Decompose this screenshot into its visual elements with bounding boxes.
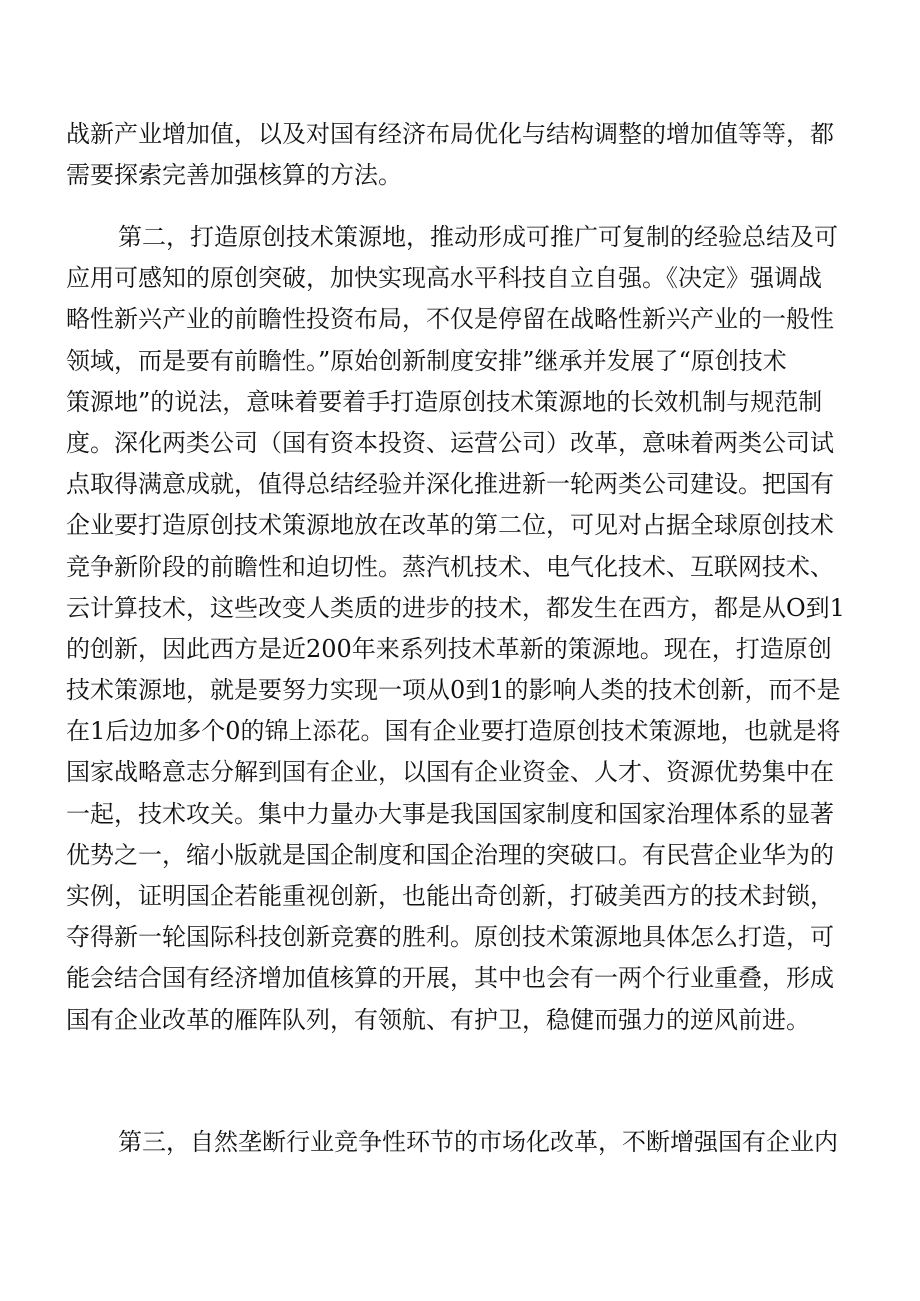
text-line: 优势之一，缩小版就是国企制度和国企治理的突破口。有民营企业华为的	[66, 840, 834, 869]
paragraph-3	[66, 1122, 858, 1163]
text-line: 国家战略意志分解到国有企业，以国有企业资金、人才、资源优势集中在	[66, 758, 834, 787]
text-line: 技术策源地，就是要努力实现一项从0到1的影响人类的技术创新，而不是	[66, 676, 841, 705]
text-line: 策源地”的说法，意味着要着手打造原创技术策源地的长效机制与规范制	[66, 387, 823, 416]
paragraph-1	[66, 114, 858, 196]
text-line: 实例，证明国企若能重视创新，也能出奇创新，打破美西方的技术封锁，	[66, 882, 834, 910]
paragraph-2	[66, 217, 858, 1041]
text-line: 第二，打造原创技术策源地，推动形成可推广可复制的经验总结及可	[118, 223, 838, 251]
text-line: 第三，自然垄断行业竞争性环节的市场化改革，不断增强国有企业内	[118, 1128, 838, 1156]
text-line: 略性新兴产业的前瞻性投资布局，不仅是停留在战略性新兴产业的一般性	[66, 305, 834, 334]
text-line: 一起，技术攻关。集中力量办大事是我国国家制度和国家治理体系的显著	[66, 799, 834, 828]
text-line: 战新产业增加值，以及对国有经济布局优化与结构调整的增加值等等，都	[66, 120, 834, 148]
text-line: 的创新，因此西方是近200年来系列技术革新的策源地。现在，打造原创	[66, 634, 832, 663]
text-line: 国有企业改革的雁阵队列，有领航、有护卫，稳健而强力的逆风前进。	[66, 1005, 810, 1034]
text-line: 应用可感知的原创突破，加快实现高水平科技自立自强。《决定》强调战	[66, 264, 822, 293]
text-line: 能会结合国有经济增加值核算的开展，其中也会有一两个行业重叠，形成	[66, 964, 834, 993]
text-line: 点取得满意成就，值得总结经验并深化推进新一轮两类公司建设。把国有	[66, 470, 834, 499]
text-line: 需要探索完善加强核算的方法。	[66, 161, 402, 190]
text-line: 夺得新一轮国际科技创新竞赛的胜利。原创技术策源地具体怎么打造，可	[66, 923, 834, 952]
text-line: 企业要打造原创技术策源地放在改革的第二位，可见对占据全球原创技术	[66, 511, 834, 540]
text-line: 云计算技术，这些改变人类质的进步的技术，都发生在西方，都是从O到1	[66, 593, 845, 622]
text-line: 在1后边加多个0的锦上添花。国有企业要打造原创技术策源地，也就是将	[66, 717, 841, 746]
text-line: 竞争新阶段的前瞻性和迫切性。蒸汽机技术、电气化技术、互联网技术、	[66, 552, 834, 581]
text-line: 度。深化两类公司（国有资本投资、运营公司）改革，意味着两类公司试	[66, 428, 834, 457]
text-line: 领域，而是要有前瞻性。”原始创新制度安排”继承并发展了“原创技术	[66, 346, 787, 375]
